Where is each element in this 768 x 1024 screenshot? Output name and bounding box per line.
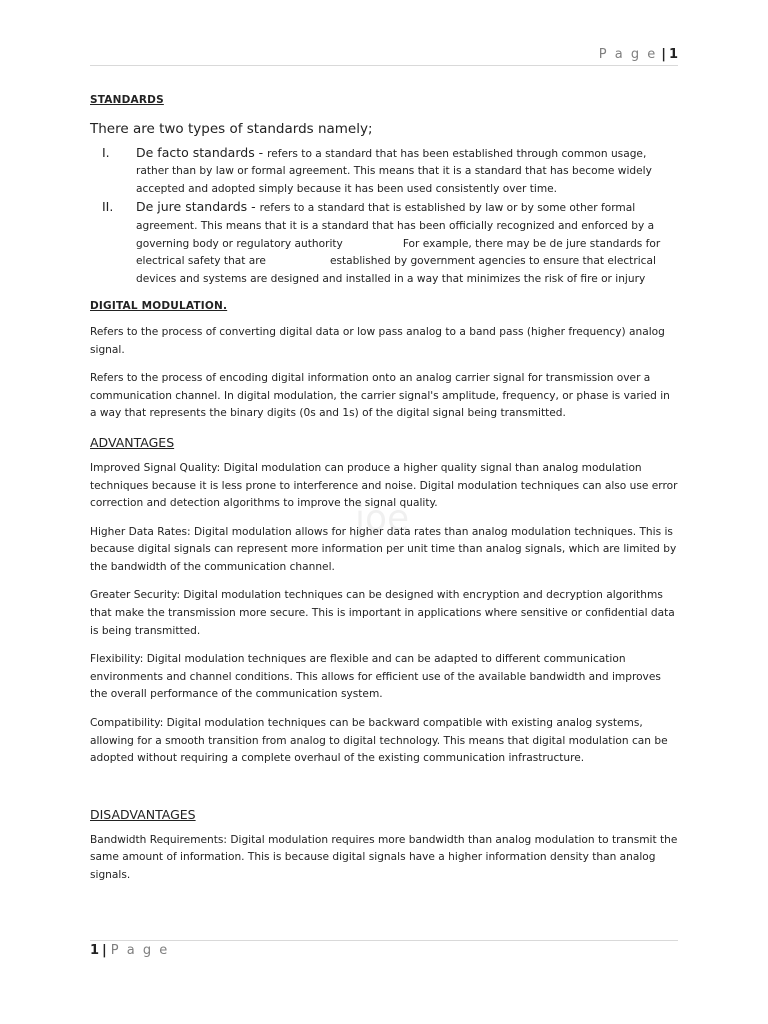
- disadvantages-heading: DISADVANTAGES: [90, 806, 196, 822]
- list-marker: I.: [102, 144, 110, 160]
- list-item: [90, 144, 678, 199]
- advantages-heading: ADVANTAGES: [90, 434, 175, 450]
- standard-example: For example, there may be de jure standards for electrical safety that are: [136, 237, 661, 268]
- header-divider: [90, 65, 678, 66]
- standard-term: De jure standards -: [136, 199, 260, 215]
- watermark: joe: [355, 498, 410, 539]
- standards-intro: There are two types of standards namely;: [90, 120, 373, 137]
- paragraph: Refers to the process of converting digital data or low pass analog to a band pass (higher frequency) analog signal.: [90, 325, 665, 356]
- paragraph: Refers to the process of encoding digital information onto an analog carrier signal for transmission over a communication channel. In digital modulation, the carrier signal's amplitude, frequency, or phase is varied in a way that represents the binary digits (0s and 1s) of the digital signal being transmitted.: [90, 372, 670, 420]
- standard-example-cont: established by government agencies to ensure that electrical devices and systems are designed and installed in a way that minimizes the risk of fire or injury: [136, 255, 656, 285]
- standard-definition: refers to a standard that has been established through common usage, rather than by law or formal agreement. This means that it is a standard that has become widely accepted and adopted simply because it has been used consistently over time.: [136, 147, 652, 195]
- paragraph: Bandwidth Requirements: Digital modulation requires more bandwidth than analog modulation to transmit the same amount of information. This is because digital signals have a higher information density than analog signals.: [90, 833, 678, 881]
- standards-list: [90, 144, 678, 289]
- list-item: [90, 198, 678, 288]
- paragraph: Greater Security: Digital modulation techniques can be designed with encryption and decryption algorithms that make the transmission more secure. This is important in applications where sensitive or confidential data is being transmitted.: [90, 589, 675, 637]
- footer-page-num: 1: [90, 943, 100, 958]
- list-marker: II.: [102, 199, 114, 215]
- header-page-num: 1: [668, 47, 678, 62]
- footer-separator: |: [102, 943, 107, 958]
- paragraph: Compatibility: Digital modulation techniques can be backward compatible with existing analog systems, allowing for a smooth transition from analog to digital technology. This means that digital modulation can be adopted without requiring a complete overhaul of the existing communication infrastructure.: [90, 717, 668, 765]
- header-separator: |: [661, 47, 666, 62]
- footer-divider: [90, 940, 678, 941]
- paragraph: Higher Data Rates: Digital modulation allows for higher data rates than analog modulation techniques. This is because digital signals can represent more information per unit time than analog signals, which are limited by the bandwidth of the communication channel.: [90, 525, 677, 573]
- paragraph: Improved Signal Quality: Digital modulation can produce a higher quality signal than analog modulation techniques because it is less prone to interference and noise. Digital modulation techniques can also use error correction and detection algorithms to improve the signal quality.: [90, 461, 678, 510]
- digital-modulation-heading: DIGITAL MODULATION.: [90, 300, 228, 313]
- document-body: [90, 92, 678, 896]
- header-page-word: P a g e: [598, 47, 658, 62]
- paragraph: Flexibility: Digital modulation techniques are flexible and can be adapted to different communication environments and channel conditions. This allows for efficient use of the available bandwidth and improves the overall performance of the communication system.: [90, 653, 661, 701]
- standard-term: De facto standards -: [136, 144, 268, 160]
- footer-page-number: [90, 943, 169, 958]
- footer-page-word: P a g e: [110, 943, 170, 958]
- standards-heading: STANDARDS: [90, 94, 164, 106]
- header-page-number: [599, 47, 678, 62]
- standard-definition: refers to a standard that is established by law or by some other formal agreement. This means that it is a standard that has been officially recognized and enforced by a governing body or regulatory authority: [136, 202, 655, 250]
